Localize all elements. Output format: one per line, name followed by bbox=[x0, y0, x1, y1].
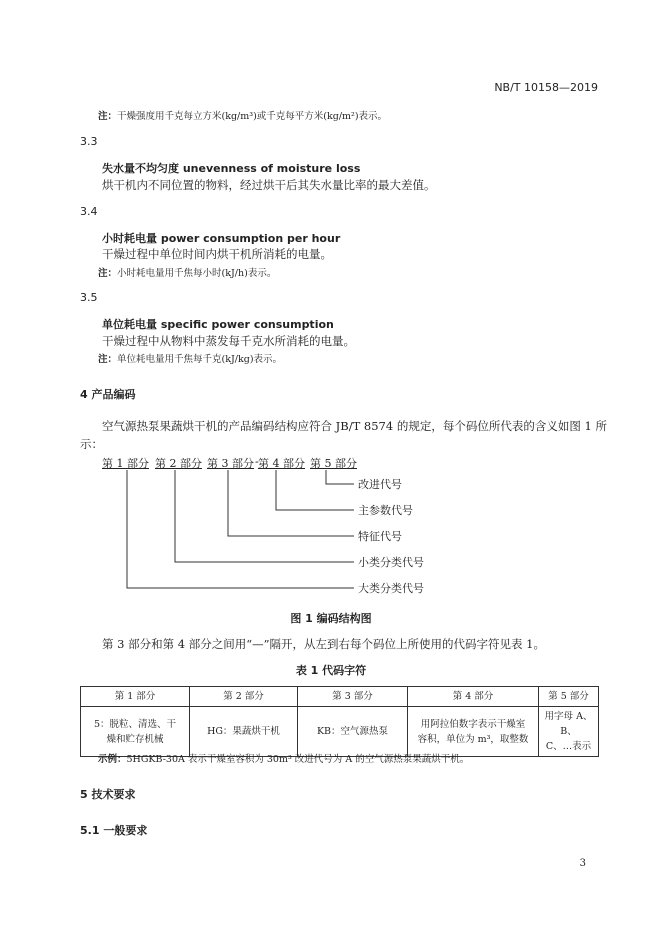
label-main-parameter-code: 主参数代号 bbox=[358, 504, 413, 517]
clause-number-3-5: 3.5 bbox=[80, 291, 98, 304]
example-label: 示例： bbox=[98, 754, 127, 765]
header-part-5: 第 5 部分 bbox=[539, 687, 599, 707]
section-5-title: 5 技术要求 bbox=[80, 788, 136, 801]
header-part-3: 第 3 部分 bbox=[298, 687, 408, 707]
header-part-4: 第 4 部分 bbox=[408, 687, 539, 707]
example-note bbox=[98, 751, 469, 765]
code-part-separator: - bbox=[255, 455, 259, 468]
connector-part-1 bbox=[127, 470, 354, 588]
definition-3-3: 烘干机内不同位置的物料，经过烘干后其失水量比率的最大差值。 bbox=[102, 178, 436, 192]
cell-part-5: 用字母 A、B、 C、…表示 bbox=[539, 707, 599, 757]
connector-part-5 bbox=[326, 470, 354, 484]
connector-part-3 bbox=[228, 470, 354, 536]
code-part-3: 第 3 部分 bbox=[207, 457, 254, 470]
label-feature-code: 特征代号 bbox=[358, 530, 402, 543]
code-characters-table bbox=[80, 686, 599, 757]
label-class-code: 大类分类代号 bbox=[358, 582, 424, 595]
label-improvement-code: 改进代号 bbox=[358, 478, 402, 491]
figure-1-caption: 图 1 编码结构图 bbox=[290, 612, 372, 625]
definition-3-4: 干燥过程中单位时间内烘干机所消耗的电量。 bbox=[102, 247, 332, 261]
header-part-1: 第 1 部分 bbox=[81, 687, 190, 707]
section-5-1-title: 5.1 一般要求 bbox=[80, 824, 148, 837]
section-4-title: 4 产品编码 bbox=[80, 388, 136, 401]
page-number: 3 bbox=[579, 858, 586, 869]
cell-part-3: KB：空气源热泵 bbox=[298, 707, 408, 757]
section-4-intro-line2: 示： bbox=[80, 437, 103, 451]
clause-number-3-4: 3.4 bbox=[80, 205, 98, 218]
document-code: NB/T 10158—2019 bbox=[494, 81, 598, 94]
note-text: 干燥强度用千克每立方米(kg/m³)或千克每平方米(kg/m²)表示。 bbox=[117, 111, 388, 122]
note-text: 小时耗电量用千焦每小时(kJ/h)表示。 bbox=[117, 268, 277, 279]
clause-number-3-3: 3.3 bbox=[80, 135, 98, 148]
term-3-4: 小时耗电量 power consumption per hour bbox=[102, 232, 341, 245]
note-label: 注： bbox=[98, 268, 118, 279]
header-part-2: 第 2 部分 bbox=[190, 687, 298, 707]
term-3-3: 失水量不均匀度 unevenness of moisture loss bbox=[102, 162, 361, 175]
note-text: 单位耗电量用千焦每千克(kJ/kg)表示。 bbox=[117, 354, 283, 365]
example-text: 5HGKB-30A 表示干燥室容积为 30m³ 改进代号为 A 的空气源热泵果蔬烘干机。 bbox=[126, 754, 470, 765]
cell-part-2: HG：果蔬烘干机 bbox=[190, 707, 298, 757]
code-part-1: 第 1 部分 bbox=[102, 457, 149, 470]
label-subclass-code: 小类分类代号 bbox=[358, 556, 424, 569]
paragraph-after-figure: 第 3 部分和第 4 部分之间用“—”隔开，从左到右每个码位上所使用的代码字符见表 1。 bbox=[102, 637, 545, 651]
table-1-caption: 表 1 代码字符 bbox=[295, 664, 367, 677]
cell-part-4: 用阿拉伯数字表示干燥室 容积，单位为 m³，取整数 bbox=[408, 707, 539, 757]
code-part-5: 第 5 部分 bbox=[310, 457, 357, 470]
note-label: 注： bbox=[98, 354, 118, 365]
cell-part-1: 5：脱粒、清选、干 燥和贮存机械 bbox=[81, 707, 190, 757]
note-label: 注： bbox=[98, 111, 118, 122]
code-part-2: 第 2 部分 bbox=[155, 457, 202, 470]
definition-3-5: 干燥过程中从物料中蒸发每千克水所消耗的电量。 bbox=[102, 334, 355, 348]
table-header-row bbox=[81, 687, 599, 707]
connector-part-4 bbox=[276, 470, 354, 510]
term-3-5: 单位耗电量 specific power consumption bbox=[102, 318, 334, 331]
table-row bbox=[81, 707, 599, 757]
code-part-4: 第 4 部分 bbox=[258, 457, 305, 470]
section-4-intro-line1: 空气源热泵果蔬烘干机的产品编码结构应符合 JB/T 8574 的规定，每个码位所代表的含义如图 1 所 bbox=[102, 419, 607, 433]
